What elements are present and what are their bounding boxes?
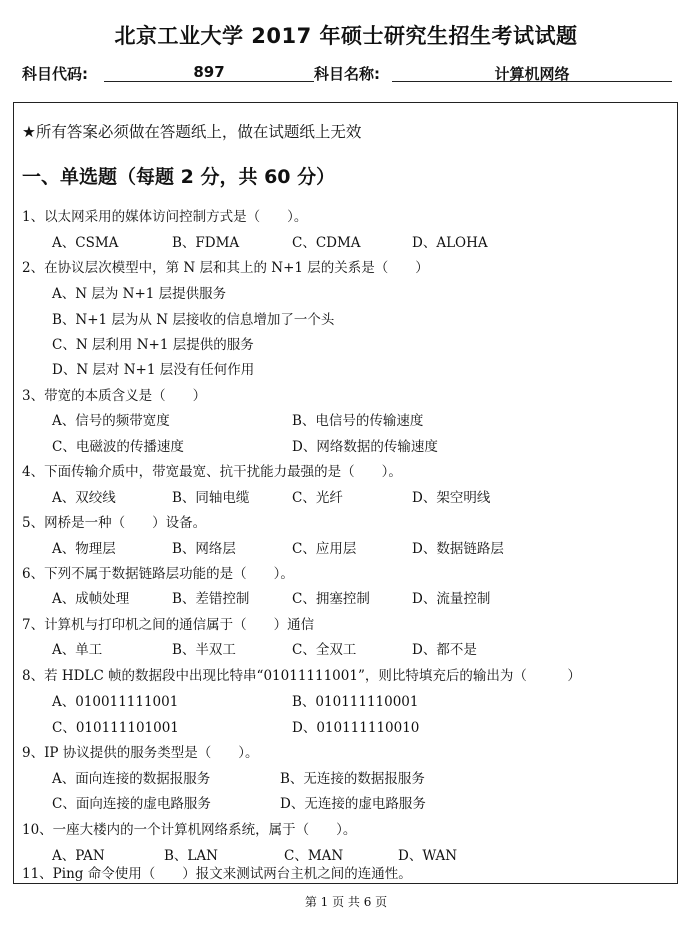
question-7-option-a: A、单工: [52, 642, 103, 658]
question-8: 8、若 HDLC 帧的数据段中出现比特串“01011111001”，则比特填充后的输出为（ ）: [22, 668, 581, 684]
subject-name-value: 计算机网络: [494, 65, 570, 83]
question-8-option-b: B、010111110001: [292, 694, 419, 710]
question-1-option-c: C、CDMA: [292, 235, 361, 251]
question-4-option-a: A、双绞线: [52, 490, 116, 506]
question-10: 10、一座大楼内的一个计算机网络系统，属于（ ）。: [22, 822, 357, 838]
question-2: 2、在协议层次模型中，第 N 层和其上的 N+1 层的关系是（ ）: [22, 260, 429, 276]
question-4-option-b: B、同轴电缆: [172, 490, 250, 506]
subject-code-underline: [104, 81, 314, 82]
question-5-option-c: C、应用层: [292, 541, 357, 557]
question-8-option-c: C、010111101001: [52, 720, 179, 736]
question-4: 4、下面传输介质中，带宽最宽、抗干扰能力最强的是（ ）。: [22, 464, 402, 480]
question-9-option-d: D、无连接的虚电路服务: [280, 796, 426, 812]
question-10-option-a: A、PAN: [52, 848, 105, 864]
question-2-option-a: A、N 层为 N+1 层提供服务: [52, 286, 227, 302]
question-4-option-d: D、架空明线: [412, 490, 491, 506]
question-5-option-a: A、物理层: [52, 541, 116, 557]
question-6-option-d: D、流量控制: [412, 591, 491, 607]
question-3-option-a: A、信号的频带宽度: [52, 413, 170, 429]
question-6: 6、下列不属于数据链路层功能的是（ ）。: [22, 566, 294, 582]
question-9: 9、IP 协议提供的服务类型是（ ）。: [22, 745, 259, 761]
question-7: 7、计算机与打印机之间的通信属于（ ）通信: [22, 617, 315, 633]
question-7-option-d: D、都不是: [412, 642, 477, 658]
question-10-option-d: D、WAN: [398, 848, 458, 864]
question-7-option-c: C、全双工: [292, 642, 357, 658]
subject-code-value: 897: [193, 63, 225, 81]
question-1-option-d: D、ALOHA: [412, 235, 488, 251]
question-1-option-a: A、CSMA: [52, 235, 119, 251]
question-10-option-c: C、MAN: [284, 848, 344, 864]
question-1-option-b: B、FDMA: [172, 235, 240, 251]
question-5: 5、网桥是一种（ ）设备。: [22, 515, 207, 531]
subject-code-label: 科目代码:: [22, 65, 88, 83]
question-3-option-b: B、电信号的传输速度: [292, 413, 424, 429]
page-number: 第 1 页 共 6 页: [304, 895, 388, 909]
exam-title: 北京工业大学 2017 年硕士研究生招生考试试题: [114, 24, 578, 48]
question-4-option-c: C、光纤: [292, 490, 343, 506]
question-10-option-b: B、LAN: [164, 848, 218, 864]
subject-name-label: 科目名称:: [314, 65, 380, 83]
question-3-option-d: D、网络数据的传输速度: [292, 439, 438, 455]
question-3-option-c: C、电磁波的传播速度: [52, 439, 184, 455]
question-1: 1、以太网采用的媒体访问控制方式是（ ）。: [22, 209, 308, 225]
question-5-option-b: B、网络层: [172, 541, 236, 557]
question-9-option-a: A、面向连接的数据报服务: [52, 771, 211, 787]
question-9-option-b: B、无连接的数据报服务: [280, 771, 425, 787]
question-2-option-b: B、N+1 层为从 N 层接收的信息增加了一个头: [52, 312, 335, 328]
question-9-option-c: C、面向连接的虚电路服务: [52, 796, 211, 812]
question-7-option-b: B、半双工: [172, 642, 236, 658]
question-3: 3、带宽的本质含义是（ ）: [22, 388, 207, 404]
question-8-option-a: A、010011111001: [52, 694, 179, 710]
answer-notice: ★所有答案必须做在答题纸上，做在试题纸上无效: [22, 123, 362, 141]
section-title: 一、单选题（每题 2 分，共 60 分）: [22, 166, 336, 188]
subject-info-row: [22, 63, 672, 87]
question-2-option-d: D、N 层对 N+1 层没有任何作用: [52, 362, 255, 378]
question-5-option-d: D、数据链路层: [412, 541, 504, 557]
question-6-option-a: A、成帧处理: [52, 591, 130, 607]
question-11: 11、Ping 命令使用（ ）报文来测试两台主机之间的连通性。: [22, 866, 412, 882]
question-2-option-c: C、N 层利用 N+1 层提供的服务: [52, 337, 254, 353]
question-6-option-b: B、差错控制: [172, 591, 250, 607]
question-8-option-d: D、010111110010: [292, 720, 420, 736]
question-6-option-c: C、拥塞控制: [292, 591, 370, 607]
